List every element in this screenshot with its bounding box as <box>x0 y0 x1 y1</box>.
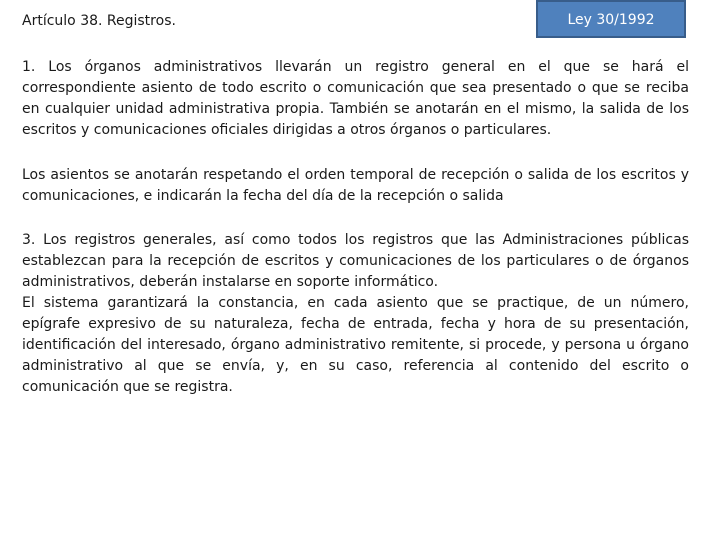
paragraph-registros-generales: 3. Los registros generales, así como todos los registros que las Administraciones públicas establezcan para la recepción de escritos y comunicaciones de los particulares o de órganos administrativos, deberán instalarse en soporte informático. <box>22 232 689 290</box>
article-heading: Artículo 38. Registros. <box>22 13 176 29</box>
paragraph-sistema: El sistema garantizará la constancia, en cada asiento que se practique, de un número, epígrafe expresivo de su naturaleza, fecha de entrada, fecha y hora de su presentación, identificación del interesado, órgano administrativo remitente, si procede, y persona u órgano administrativo al que se envía, y, en su caso, referencia al contenido del escrito o comunicación que se registra. <box>22 295 689 395</box>
paragraph-registro-general: 1. Los órganos administrativos llevarán un registro general en el que se hará el correspondiente asiento de todo escrito o comunicación que sea presentado o que se reciba en cualquier unidad administrativa propia. También se anotarán en el mismo, la salida de los escritos y comunicaciones oficiales dirigidas a otros órganos o particulares. <box>22 59 689 138</box>
paragraph-asientos: Los asientos se anotarán respetando el orden temporal de recepción o salida de los escritos y comunicaciones, e indicarán la fecha del día de la recepción o salida <box>22 167 689 204</box>
law-badge: Ley 30/1992 <box>536 0 686 38</box>
